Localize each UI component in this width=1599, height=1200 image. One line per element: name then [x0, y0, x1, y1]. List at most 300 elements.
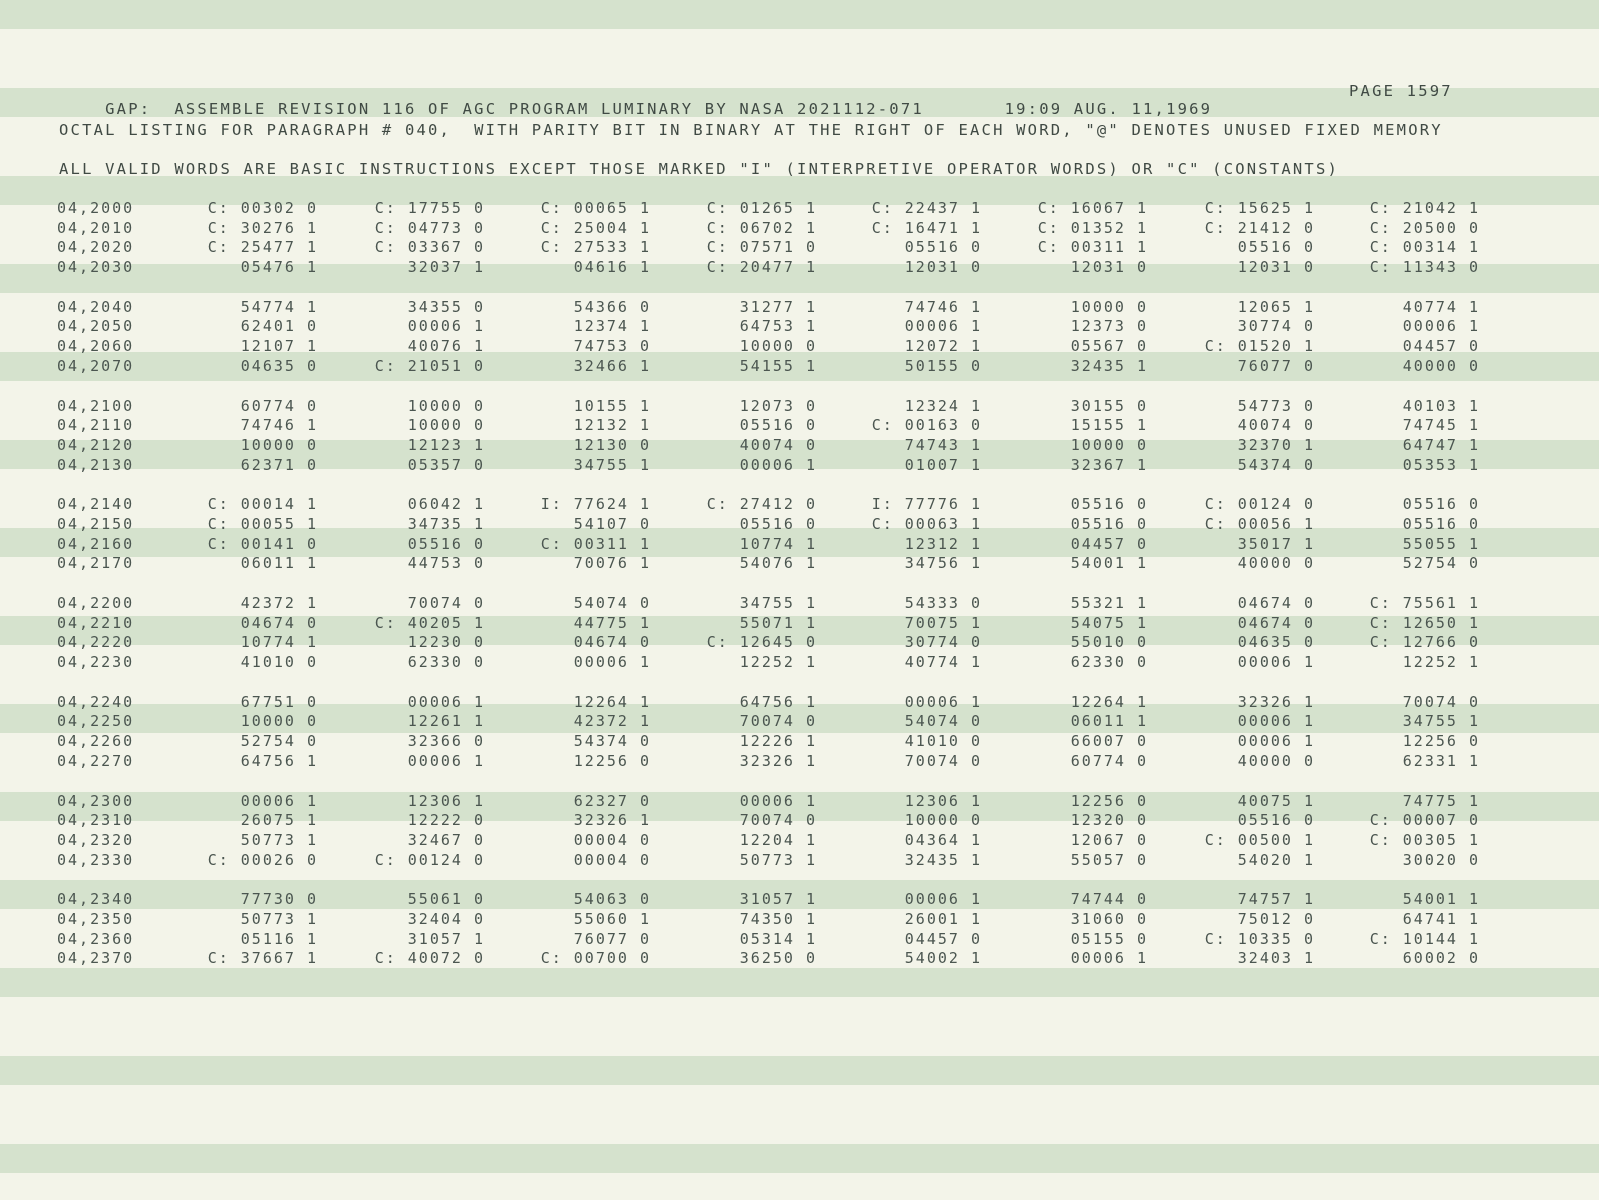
listing-row [0, 949, 1599, 969]
word-value: 05116 [240, 929, 296, 948]
word-value: 34756 [904, 554, 960, 573]
word-value: 00314 [1402, 238, 1458, 257]
parity-bit: 1 [639, 317, 651, 336]
word-value: 00500 [1237, 830, 1293, 849]
parity-bit: 0 [1303, 594, 1315, 612]
word-value: 16471 [904, 218, 960, 237]
word-value: 40103 [1402, 396, 1458, 415]
octal-word [822, 693, 982, 711]
parity-bit: 0 [473, 416, 485, 435]
octal-word [657, 949, 817, 967]
parity-bit: 0 [639, 751, 651, 770]
parity-bit: 0 [306, 613, 318, 632]
octal-word [1320, 614, 1480, 632]
octal-word [491, 298, 651, 316]
parity-bit: 1 [639, 692, 651, 711]
word-value: 12067 [1070, 830, 1126, 849]
octal-word [491, 831, 651, 849]
word-value: 62330 [1070, 653, 1126, 672]
listing-row [0, 712, 1599, 732]
parity-bit: 1 [805, 317, 817, 336]
octal-word [158, 633, 318, 651]
octal-word [1155, 910, 1315, 928]
parity-bit: 0 [639, 949, 651, 968]
parity-bit: 0 [1136, 435, 1148, 454]
octal-word [1320, 238, 1480, 256]
parity-bit: 0 [639, 435, 651, 454]
parity-bit: 1 [1136, 356, 1148, 375]
word-type-marker: C: [540, 949, 563, 968]
octal-word [1320, 298, 1480, 316]
parity-bit: 0 [1303, 909, 1315, 928]
listing-row [0, 732, 1599, 752]
parity-bit: 0 [306, 534, 318, 553]
word-value: 64756 [240, 751, 296, 770]
parity-bit: 0 [473, 396, 485, 415]
parity-bit: 1 [1468, 613, 1480, 632]
octal-word [1320, 258, 1480, 276]
parity-bit: 0 [805, 396, 817, 415]
word-type-marker: C: [540, 199, 563, 217]
word-value: 54333 [904, 594, 960, 612]
parity-bit: 0 [639, 929, 651, 948]
octal-word [325, 732, 485, 750]
parity-bit: 1 [1136, 238, 1148, 257]
word-type-marker: C: [871, 416, 894, 435]
octal-word [822, 456, 982, 474]
parity-bit: 1 [306, 791, 318, 810]
octal-word [988, 633, 1148, 651]
word-value: 10000 [240, 435, 296, 454]
parity-bit: 0 [1468, 495, 1480, 514]
octal-word [491, 397, 651, 415]
parity-bit: 0 [473, 594, 485, 612]
parity-bit: 1 [1468, 396, 1480, 415]
word-value: 74757 [1237, 890, 1293, 909]
word-value: 31277 [739, 297, 795, 316]
octal-word [822, 831, 982, 849]
octal-word [491, 456, 651, 474]
octal-word [325, 535, 485, 553]
octal-word [657, 930, 817, 948]
parity-bit: 1 [1468, 653, 1480, 672]
parity-bit: 0 [805, 949, 817, 968]
word-value: 20500 [1402, 218, 1458, 237]
word-type-marker: C: [1369, 633, 1392, 652]
word-value: 32466 [573, 356, 629, 375]
parity-bit: 0 [473, 811, 485, 830]
octal-word [158, 949, 318, 967]
listing-block [0, 298, 1599, 377]
parity-bit: 1 [639, 218, 651, 237]
word-value: 50773 [240, 909, 296, 928]
octal-word [491, 633, 651, 651]
octal-word [491, 792, 651, 810]
row-address: 04,2060 [57, 337, 135, 356]
parity-bit: 1 [306, 830, 318, 849]
word-value: 12252 [739, 653, 795, 672]
parity-bit: 1 [1468, 830, 1480, 849]
parity-bit: 1 [639, 495, 651, 514]
parity-bit: 1 [970, 830, 982, 849]
octal-word [657, 515, 817, 533]
word-value: 12264 [573, 692, 629, 711]
word-type-marker: C: [207, 238, 230, 257]
parity-bit: 0 [1136, 791, 1148, 810]
word-value: 75012 [1237, 909, 1293, 928]
row-address: 04,2340 [57, 890, 135, 909]
parity-bit: 0 [639, 890, 651, 909]
word-value: 00065 [573, 199, 629, 217]
octal-word [657, 298, 817, 316]
word-value: 60774 [1070, 751, 1126, 770]
parity-bit: 0 [1468, 732, 1480, 751]
word-value: 00006 [904, 890, 960, 909]
octal-word [657, 712, 817, 730]
word-value: 10000 [904, 811, 960, 830]
parity-bit: 1 [1303, 732, 1315, 751]
word-value: 00006 [1237, 653, 1293, 672]
word-value: 12230 [407, 633, 463, 652]
octal-word [325, 614, 485, 632]
octal-word [1155, 495, 1315, 513]
word-value: 74744 [1070, 890, 1126, 909]
parity-bit: 1 [1303, 791, 1315, 810]
octal-word [822, 219, 982, 237]
parity-bit: 1 [970, 653, 982, 672]
octal-word [491, 436, 651, 454]
word-type-marker: C: [1204, 830, 1227, 849]
word-value: 10774 [739, 534, 795, 553]
word-value: 30774 [1237, 317, 1293, 336]
octal-word [988, 535, 1148, 553]
parity-bit: 0 [473, 297, 485, 316]
parity-bit: 1 [805, 850, 817, 869]
listing-row [0, 436, 1599, 456]
word-value: 05567 [1070, 337, 1126, 356]
listing-row [0, 792, 1599, 812]
octal-word [1155, 949, 1315, 967]
parity-bit: 1 [970, 791, 982, 810]
parity-bit: 1 [1468, 199, 1480, 217]
word-value: 05516 [1237, 238, 1293, 257]
word-type-marker: C: [1369, 199, 1392, 217]
octal-word [822, 653, 982, 671]
octal-word [822, 890, 982, 908]
octal-word [988, 357, 1148, 375]
parity-bit: 1 [1136, 594, 1148, 612]
parity-bit: 1 [639, 396, 651, 415]
octal-word [158, 317, 318, 335]
row-address: 04,2250 [57, 712, 135, 731]
row-address: 04,2360 [57, 929, 135, 948]
word-value: 52754 [1402, 554, 1458, 573]
word-value: 12256 [573, 751, 629, 770]
word-value: 40076 [407, 337, 463, 356]
parity-bit: 1 [970, 495, 982, 514]
word-value: 40000 [1237, 751, 1293, 770]
word-type-marker: C: [706, 218, 729, 237]
word-value: 05516 [739, 514, 795, 533]
octal-word [325, 219, 485, 237]
parity-bit: 0 [1303, 416, 1315, 435]
parity-bit: 1 [1468, 455, 1480, 474]
word-type-marker: C: [1369, 929, 1392, 948]
parity-bit: 1 [970, 455, 982, 474]
parity-bit: 0 [1468, 811, 1480, 830]
parity-bit: 1 [970, 297, 982, 316]
octal-word [1320, 554, 1480, 572]
parity-bit: 0 [639, 297, 651, 316]
octal-word [1320, 416, 1480, 434]
row-address: 04,2050 [57, 317, 135, 336]
parity-bit: 0 [1136, 495, 1148, 514]
parity-bit: 1 [473, 791, 485, 810]
parity-bit: 0 [473, 238, 485, 257]
parity-bit: 0 [306, 692, 318, 711]
listing-row [0, 238, 1599, 258]
octal-word [822, 792, 982, 810]
octal-word [1155, 930, 1315, 948]
octal-word [158, 930, 318, 948]
word-value: 12306 [407, 791, 463, 810]
octal-word [325, 594, 485, 612]
row-address: 04,2150 [57, 514, 135, 533]
parity-bit: 1 [805, 929, 817, 948]
parity-bit: 0 [1468, 514, 1480, 533]
octal-word [491, 890, 651, 908]
word-type-marker: C: [706, 258, 729, 277]
parity-bit: 1 [970, 850, 982, 869]
parity-bit: 1 [1136, 416, 1148, 435]
octal-word [158, 515, 318, 533]
parity-bit: 1 [473, 258, 485, 277]
parity-bit: 0 [970, 356, 982, 375]
parity-bit: 1 [805, 534, 817, 553]
listing-block [0, 792, 1599, 871]
word-value: 32326 [1237, 692, 1293, 711]
word-value: 74746 [904, 297, 960, 316]
word-value: 31057 [739, 890, 795, 909]
row-address: 04,2240 [57, 692, 135, 711]
parity-bit: 0 [1136, 929, 1148, 948]
word-value: 12072 [904, 337, 960, 356]
parity-bit: 1 [473, 337, 485, 356]
octal-word [988, 258, 1148, 276]
parity-bit: 0 [1136, 297, 1148, 316]
word-value: 32370 [1237, 435, 1293, 454]
parity-bit: 0 [970, 258, 982, 277]
word-value: 54075 [1070, 613, 1126, 632]
octal-word [1155, 456, 1315, 474]
octal-word [988, 752, 1148, 770]
header-title: GAP: ASSEMBLE REVISION 116 OF AGC PROGRAM LUMINARY BY NASA 2021112-071 19:09 AUG. 11,1969 [105, 100, 1213, 118]
listing-row [0, 219, 1599, 239]
parity-bit: 1 [805, 732, 817, 751]
octal-word [1320, 732, 1480, 750]
octal-word [1155, 337, 1315, 355]
parity-bit: 0 [1468, 554, 1480, 573]
parity-bit: 1 [306, 949, 318, 968]
word-type-marker: C: [374, 949, 397, 968]
octal-word [1320, 199, 1480, 217]
listing-row [0, 515, 1599, 535]
octal-word [657, 456, 817, 474]
parity-bit: 1 [1468, 534, 1480, 553]
word-type-marker: I: [871, 495, 894, 514]
word-type-marker: C: [207, 534, 230, 553]
octal-word [158, 614, 318, 632]
octal-word [158, 851, 318, 869]
parity-bit: 0 [970, 238, 982, 257]
parity-bit: 1 [1136, 613, 1148, 632]
word-value: 12226 [739, 732, 795, 751]
parity-bit: 0 [805, 337, 817, 356]
word-value: 62330 [407, 653, 463, 672]
parity-bit: 1 [805, 258, 817, 277]
word-type-marker: C: [871, 218, 894, 237]
octal-word [1320, 811, 1480, 829]
word-value: 12320 [1070, 811, 1126, 830]
word-value: 05357 [407, 455, 463, 474]
octal-word [325, 949, 485, 967]
word-type-marker: C: [1369, 594, 1392, 612]
word-value: 05353 [1402, 455, 1458, 474]
listing-block [0, 693, 1599, 772]
word-value: 12031 [1070, 258, 1126, 277]
word-value: 05516 [1237, 811, 1293, 830]
octal-word [822, 357, 982, 375]
word-value: 42372 [240, 594, 296, 612]
word-value: 34735 [407, 514, 463, 533]
parity-bit: 1 [1468, 791, 1480, 810]
parity-bit: 1 [306, 495, 318, 514]
parity-bit: 0 [473, 356, 485, 375]
octal-word [657, 910, 817, 928]
octal-word [325, 515, 485, 533]
octal-word [491, 515, 651, 533]
parity-bit: 1 [1468, 890, 1480, 909]
octal-word [988, 298, 1148, 316]
word-value: 36250 [739, 949, 795, 968]
word-value: 10000 [240, 712, 296, 731]
octal-word [657, 851, 817, 869]
word-value: 00311 [1070, 238, 1126, 257]
parity-bit: 1 [639, 613, 651, 632]
octal-word [491, 258, 651, 276]
header-line-2: OCTAL LISTING FOR PARAGRAPH # 040, WITH PARITY BIT IN BINARY AT THE RIGHT OF EACH WORD, "@" DENOTES UNUSED FIXED MEMORY [59, 121, 1443, 139]
parity-bit: 1 [473, 514, 485, 533]
word-value: 00163 [904, 416, 960, 435]
word-value: 32467 [407, 830, 463, 849]
parity-bit: 1 [1468, 929, 1480, 948]
word-value: 01007 [904, 455, 960, 474]
row-address: 04,2210 [57, 613, 135, 632]
parity-bit: 1 [970, 435, 982, 454]
octal-word [822, 436, 982, 454]
listing-row [0, 614, 1599, 634]
parity-bit: 1 [970, 949, 982, 968]
word-value: 00006 [240, 791, 296, 810]
octal-word [1155, 633, 1315, 651]
word-value: 70074 [739, 712, 795, 731]
octal-word [325, 752, 485, 770]
octal-word [1155, 594, 1315, 612]
word-value: 12312 [904, 534, 960, 553]
octal-word [325, 337, 485, 355]
octal-word [158, 199, 318, 217]
parity-bit: 0 [970, 633, 982, 652]
octal-word [822, 535, 982, 553]
parity-bit: 0 [306, 850, 318, 869]
parity-bit: 1 [1303, 199, 1315, 217]
word-value: 05476 [240, 258, 296, 277]
octal-word [1320, 653, 1480, 671]
parity-bit: 1 [306, 297, 318, 316]
octal-word [491, 238, 651, 256]
octal-word [1320, 515, 1480, 533]
word-value: 10155 [573, 396, 629, 415]
parity-bit: 0 [306, 435, 318, 454]
octal-word [657, 614, 817, 632]
octal-word [988, 792, 1148, 810]
word-value: 12107 [240, 337, 296, 356]
octal-word [1155, 515, 1315, 533]
octal-word [158, 594, 318, 612]
parity-bit: 0 [473, 890, 485, 909]
parity-bit: 1 [970, 534, 982, 553]
word-value: 32435 [1070, 356, 1126, 375]
word-value: 12130 [573, 435, 629, 454]
parity-bit: 0 [473, 850, 485, 869]
word-type-marker: C: [374, 199, 397, 217]
parity-bit: 1 [306, 633, 318, 652]
word-value: 55321 [1070, 594, 1126, 612]
listing-row [0, 831, 1599, 851]
word-value: 12645 [739, 633, 795, 652]
octal-word [822, 851, 982, 869]
word-value: 20477 [739, 258, 795, 277]
parity-bit: 1 [1468, 751, 1480, 770]
octal-word [988, 199, 1148, 217]
parity-bit: 1 [1303, 653, 1315, 672]
octal-word [1320, 792, 1480, 810]
parity-bit: 1 [970, 218, 982, 237]
octal-word [158, 238, 318, 256]
octal-word [491, 752, 651, 770]
octal-word [988, 594, 1148, 612]
word-value: 32037 [407, 258, 463, 277]
parity-bit: 1 [970, 199, 982, 217]
word-value: 40000 [1402, 356, 1458, 375]
parity-bit: 1 [1303, 692, 1315, 711]
row-address: 04,2220 [57, 633, 135, 652]
octal-word [158, 712, 318, 730]
word-value: 54374 [1237, 455, 1293, 474]
octal-word [988, 890, 1148, 908]
octal-word [988, 653, 1148, 671]
octal-word [325, 416, 485, 434]
word-value: 05516 [904, 238, 960, 257]
octal-word [1320, 594, 1480, 612]
word-value: 40000 [1237, 554, 1293, 573]
octal-word [657, 436, 817, 454]
parity-bit: 0 [1468, 850, 1480, 869]
word-value: 12264 [1070, 692, 1126, 711]
word-value: 62401 [240, 317, 296, 336]
word-type-marker: C: [374, 238, 397, 257]
octal-word [657, 337, 817, 355]
